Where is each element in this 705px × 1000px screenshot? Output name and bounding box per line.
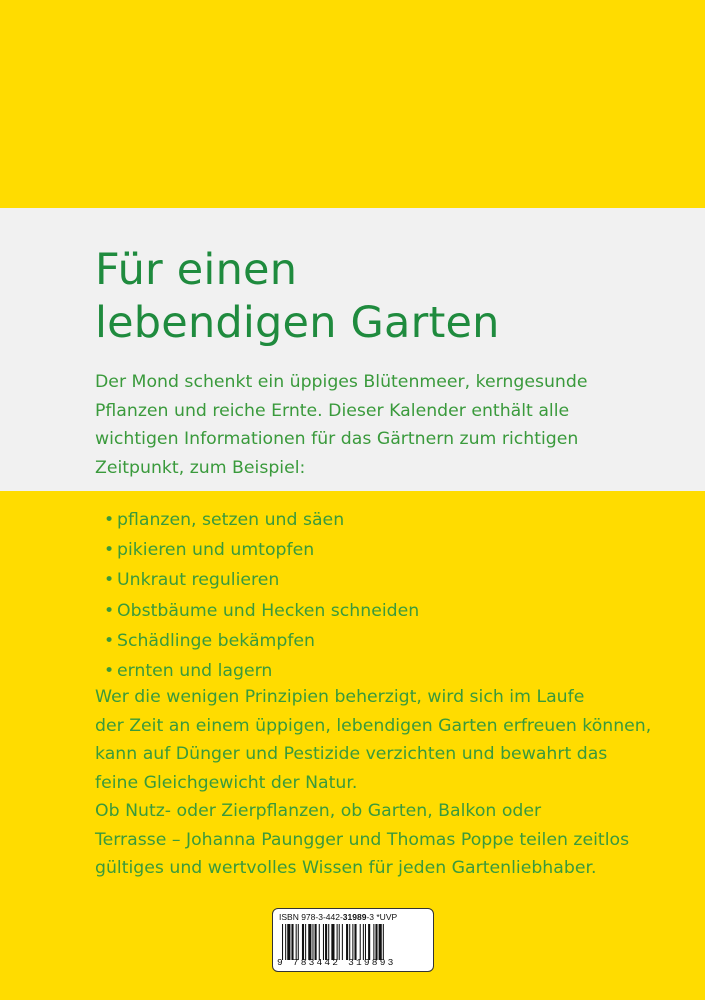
body-line: Wer die wenigen Prinzipien beherzigt, wird sich im Laufe [95, 687, 585, 707]
isbn-bold-part: 31989 [342, 912, 367, 922]
bullet-item: • pikieren und umtopfen [104, 535, 419, 565]
barcode-icon [282, 924, 424, 960]
intro-line: Der Mond schenkt ein üppiges Blütenmeer, kerngesunde [95, 372, 588, 392]
body-line: feine Gleichgewicht der Natur. [95, 772, 358, 793]
intro-line: wichtigen Informationen für das Gärtnern zum richtigen [95, 429, 579, 449]
bullet-item: • ernten und lagern [104, 656, 419, 686]
body-paragraph [95, 683, 651, 883]
intro-paragraph [95, 368, 587, 482]
body-line: kann auf Dünger und Pestizide verzichten und bewahrt das [95, 744, 608, 764]
headline-line: lebendigen Garten [95, 298, 500, 348]
headline [95, 244, 500, 350]
body-line: Ob Nutz- oder Zierpflanzen, ob Garten, Balkon oder [95, 801, 542, 821]
bullet-item: • Obstbäume und Hecken schneiden [104, 596, 419, 626]
bullet-item: • pflanzen, setzen und säen [104, 505, 419, 535]
isbn-suffix: -3 [366, 912, 374, 922]
intro-line: Pflanzen und reiche Ernte. Dieser Kalender enthält alle [95, 400, 570, 421]
headline-line: Für einen [95, 245, 298, 295]
body-line: der Zeit an einem üppigen, lebendigen Garten erfreuen können, [95, 715, 652, 736]
bullet-item: • Schädlinge bekämpfen [104, 626, 419, 656]
price-tag: *UVP [376, 912, 398, 922]
bullet-item: • Unkraut regulieren [104, 565, 419, 595]
body-line: gültiges und wertvolles Wissen für jeden Gartenliebhaber. [95, 858, 597, 878]
barcode-digits: 9 783442 319893 [277, 957, 396, 968]
isbn-text [279, 912, 397, 922]
intro-line: Zeitpunkt, zum Beispiel: [95, 457, 306, 478]
bullet-list [104, 505, 419, 686]
barcode-label [272, 908, 434, 972]
top-yellow-band [0, 0, 705, 208]
isbn-prefix: ISBN 978-3-442- [279, 912, 343, 922]
body-line: Terrasse – Johanna Paungger und Thomas Poppe teilen zeitlos [95, 829, 630, 850]
